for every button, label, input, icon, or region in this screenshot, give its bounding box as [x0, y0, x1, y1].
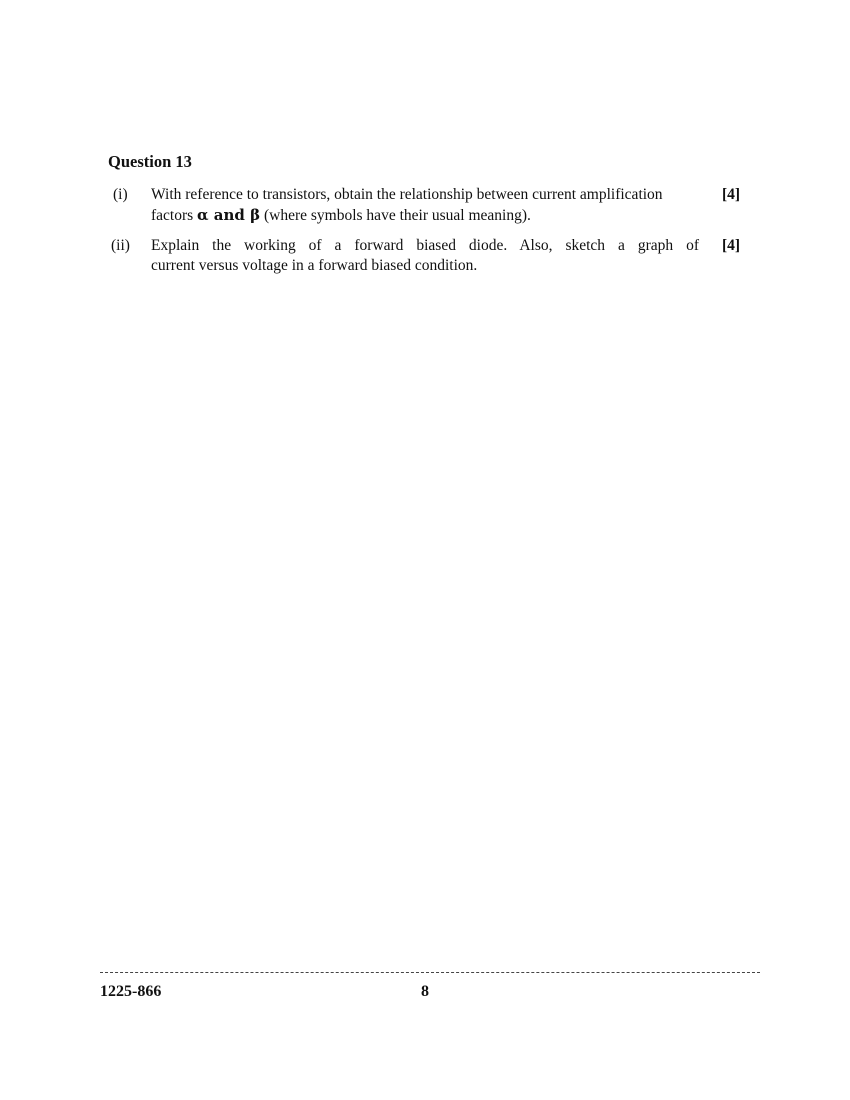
item-text-suffix: (where symbols have their usual meaning).: [260, 207, 531, 224]
paper-code: 1225-866: [100, 983, 162, 1000]
item-marks: [4]: [722, 237, 741, 254]
item-text-prefix: factors: [151, 207, 198, 224]
item-text: [151, 236, 699, 276]
item-text-line2: current versus voltage in a forward biased condition.: [151, 257, 478, 274]
question-heading: Question 13: [108, 152, 192, 171]
item-number: (ii): [111, 237, 130, 254]
page-number: 8: [421, 983, 429, 1000]
item-text-line1: Explain the working of a forward biased diode. Also, sketch a graph of: [151, 237, 699, 254]
item-marks: [4]: [722, 186, 741, 203]
alpha-beta-symbols: α and β: [197, 206, 261, 224]
footer-divider: [100, 972, 760, 973]
item-text: [151, 185, 699, 226]
item-text-line1: With reference to transistors, obtain the relationship between current amplification: [151, 186, 663, 203]
item-number: (i): [113, 186, 128, 203]
